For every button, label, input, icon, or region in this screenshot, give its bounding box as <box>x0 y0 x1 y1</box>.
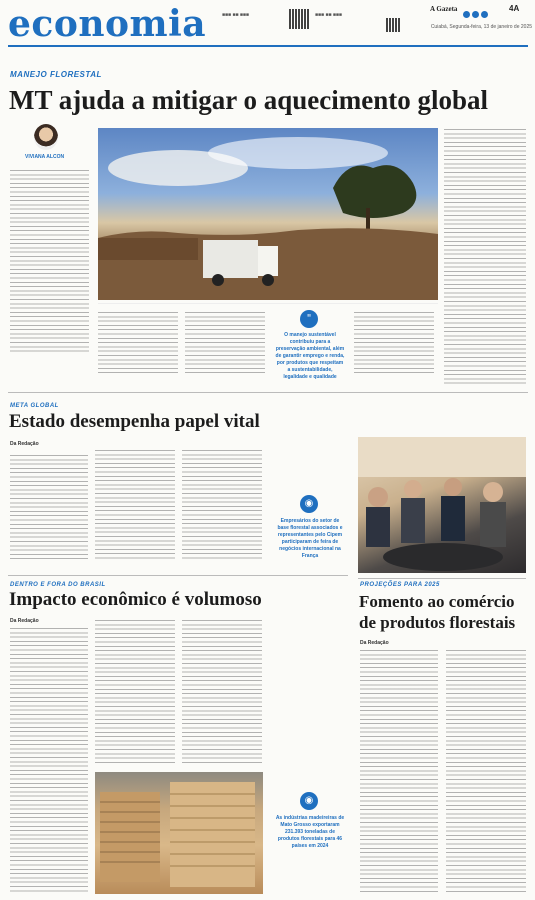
body-text-col3 <box>185 312 265 374</box>
headline-main: MT ajuda a mitigar o aquecimento global <box>9 85 489 115</box>
kicker-article-2: META GLOBAL <box>10 403 59 409</box>
body-text-col2 <box>98 312 178 374</box>
headline-article-3: Impacto econômico é volumoso <box>9 589 262 610</box>
body-text-a3-col2 <box>95 620 175 766</box>
qr-code-icon <box>289 9 309 29</box>
photo-credit-line <box>98 303 438 304</box>
body-text-col1 <box>10 170 89 352</box>
kicker-article-4: PROJEÇÕES PARA 2025 <box>360 582 440 588</box>
body-text-a2-col2 <box>95 450 175 560</box>
byline-article-2: Da Redação <box>10 441 39 447</box>
body-text-a2-col3 <box>182 450 262 560</box>
headline-article-2: Estado desempenha papel vital <box>9 411 260 432</box>
byline-article-4: Da Redação <box>360 640 389 646</box>
section-divider-1 <box>8 392 528 393</box>
newspaper-name: A Gazeta <box>430 5 458 13</box>
byline-article-3: Da Redação <box>10 618 39 624</box>
kicker-article-3: DENTRO E FORA DO BRASIL <box>10 582 106 588</box>
body-text-a4-col1 <box>360 650 438 894</box>
caption-article-2: Empresários do setor de base florestal associados e representantes pelo Cipem participaram de feira de negócios internacional na França <box>277 518 343 559</box>
headline-article-4-line2: de produtos florestais <box>359 613 516 632</box>
section-divider-3 <box>358 578 526 579</box>
camera-icon: ◉ <box>300 495 318 513</box>
page-number: 4A <box>509 4 520 13</box>
caption-article-3: As indústrias madeireiras de Mato Grosso exportaram 231.393 toneladas de produtos florestais para 46 países em 2024 <box>275 815 345 849</box>
headline-article-4-line1: Fomento ao comércio <box>359 592 515 611</box>
date-line: Cuiabá, Segunda-feira, 13 de janeiro de 2025 <box>430 24 532 30</box>
pull-quote: O manejo sustentável contribuiu para a preservação ambiental, além de garantir emprego e renda, por produtos que respeitam a sustentabilidade, legalidade e qualidade <box>275 332 345 380</box>
quote-icon: " <box>300 310 318 328</box>
body-text-col4 <box>354 312 434 374</box>
camera-icon-2: ◉ <box>300 792 318 810</box>
body-text-a3-col3 <box>182 620 262 766</box>
header-promo-text: ■■■ ■■ ■■■ <box>222 12 249 18</box>
section-title: economia <box>8 3 207 45</box>
social-icons <box>463 5 503 13</box>
photo-meeting <box>358 437 526 573</box>
section-divider-2 <box>8 575 348 576</box>
photo-forest-truck <box>98 128 438 300</box>
body-text-a3-col1 <box>10 628 88 894</box>
author-name: VIVIANA ALCON <box>25 154 65 160</box>
body-text-right <box>444 129 526 385</box>
photo-lumber-stacks <box>95 772 263 894</box>
body-text-a4-col2 <box>446 650 526 894</box>
header-rule <box>8 45 528 47</box>
kicker-main: MANEJO FLORESTAL <box>10 70 102 79</box>
header-promo-text-2: ■■■ ■■ ■■■ <box>315 12 342 18</box>
author-avatar <box>34 124 58 150</box>
body-text-a2-col1 <box>10 455 88 560</box>
